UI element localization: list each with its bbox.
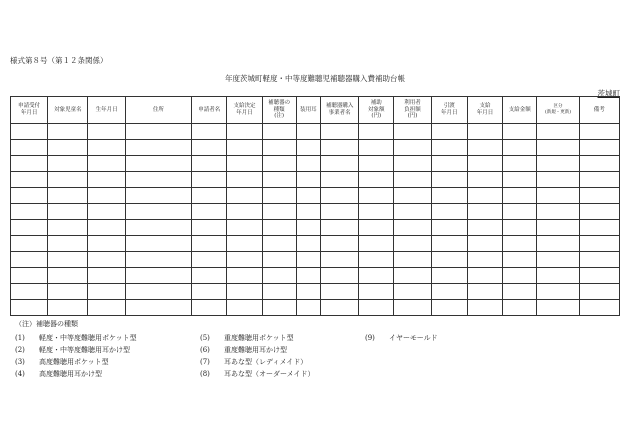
table-row xyxy=(11,252,620,268)
table-cell[interactable] xyxy=(227,220,262,236)
notes-heading: （注）補聴器の種類 xyxy=(15,320,78,328)
table-cell[interactable] xyxy=(537,284,579,300)
table-cell[interactable] xyxy=(88,220,125,236)
table-cell[interactable] xyxy=(320,252,358,268)
table-cell[interactable] xyxy=(262,284,296,300)
table-cell[interactable] xyxy=(262,204,296,220)
table-cell[interactable] xyxy=(192,284,227,300)
table-cell[interactable] xyxy=(579,236,619,252)
note-number: (7) xyxy=(200,358,210,366)
table-cell[interactable] xyxy=(125,140,191,156)
table-cell[interactable] xyxy=(192,188,227,204)
note-number: (8) xyxy=(200,370,210,378)
table-cell[interactable] xyxy=(48,156,88,172)
table-cell[interactable] xyxy=(467,284,502,300)
table-cell[interactable] xyxy=(296,156,320,172)
table-cell[interactable] xyxy=(579,300,619,316)
table-cell[interactable] xyxy=(503,140,537,156)
table-cell[interactable] xyxy=(227,188,262,204)
note-item xyxy=(200,371,315,378)
table-cell[interactable] xyxy=(48,172,88,188)
table-cell[interactable] xyxy=(192,236,227,252)
table-cell[interactable] xyxy=(296,284,320,300)
table-cell[interactable] xyxy=(467,220,502,236)
table-cell[interactable] xyxy=(394,140,431,156)
table-cell[interactable] xyxy=(262,188,296,204)
table-cell[interactable] xyxy=(227,156,262,172)
table-cell[interactable] xyxy=(48,268,88,284)
table-cell[interactable] xyxy=(320,188,358,204)
table-cell[interactable] xyxy=(11,252,48,268)
note-number: (6) xyxy=(200,346,210,354)
table-cell[interactable] xyxy=(262,140,296,156)
table-cell[interactable] xyxy=(467,172,502,188)
table-cell[interactable] xyxy=(296,236,320,252)
note-item xyxy=(200,359,307,366)
table-cell[interactable] xyxy=(48,124,88,140)
table-cell[interactable] xyxy=(431,268,467,284)
table-cell[interactable] xyxy=(48,188,88,204)
table-cell[interactable] xyxy=(296,124,320,140)
table-cell[interactable] xyxy=(537,300,579,316)
table-cell[interactable] xyxy=(11,172,48,188)
table-cell[interactable] xyxy=(394,124,431,140)
note-number: (1) xyxy=(15,334,25,342)
table-cell[interactable] xyxy=(192,300,227,316)
table-cell[interactable] xyxy=(431,172,467,188)
table-row xyxy=(11,140,620,156)
col-birth-date: 生年月日 xyxy=(88,97,125,124)
table-cell[interactable] xyxy=(320,284,358,300)
table-cell[interactable] xyxy=(359,172,394,188)
note-item xyxy=(15,347,130,354)
table-cell[interactable] xyxy=(262,252,296,268)
table-cell[interactable] xyxy=(88,124,125,140)
table-cell[interactable] xyxy=(359,252,394,268)
note-item xyxy=(365,335,438,342)
table-cell[interactable] xyxy=(88,236,125,252)
note-item xyxy=(200,347,287,354)
table-cell[interactable] xyxy=(192,140,227,156)
table-cell[interactable] xyxy=(467,268,502,284)
table-cell[interactable] xyxy=(296,252,320,268)
col-hearing-aid-type: 補聴器の 種類 (注) xyxy=(262,97,296,124)
table-cell[interactable] xyxy=(192,204,227,220)
table-cell[interactable] xyxy=(359,204,394,220)
table-cell[interactable] xyxy=(227,140,262,156)
note-text: 高度難聴用ポケット型 xyxy=(39,358,109,366)
table-cell[interactable] xyxy=(262,236,296,252)
col-address: 住所 xyxy=(125,97,191,124)
table-cell[interactable] xyxy=(48,236,88,252)
note-item xyxy=(15,371,102,378)
table-cell[interactable] xyxy=(262,172,296,188)
table-cell[interactable] xyxy=(467,204,502,220)
col-payment-amount: 支給金額 xyxy=(503,97,537,124)
table-cell[interactable] xyxy=(296,188,320,204)
table-cell[interactable] xyxy=(394,188,431,204)
note-number: (3) xyxy=(15,358,25,366)
table-cell[interactable] xyxy=(467,236,502,252)
document-title: 年度茨城町軽度・中等度難聴児補聴器購入費補助台帳 xyxy=(225,74,405,83)
table-cell[interactable] xyxy=(125,172,191,188)
note-number: (9) xyxy=(365,334,375,342)
col-applicant-name: 申請者名 xyxy=(192,97,227,124)
note-text: 高度難聴用耳かけ型 xyxy=(39,370,102,378)
table-cell[interactable] xyxy=(359,220,394,236)
table-cell[interactable] xyxy=(227,124,262,140)
table-cell[interactable] xyxy=(192,156,227,172)
table-cell[interactable] xyxy=(11,140,48,156)
col-ear: 装用耳 xyxy=(296,97,320,124)
table-cell[interactable] xyxy=(537,156,579,172)
table-cell[interactable] xyxy=(88,172,125,188)
table-cell[interactable] xyxy=(467,124,502,140)
table-cell[interactable] xyxy=(320,236,358,252)
table-cell[interactable] xyxy=(125,284,191,300)
table-cell[interactable] xyxy=(503,268,537,284)
note-item xyxy=(15,359,109,366)
table-cell[interactable] xyxy=(125,300,191,316)
table-cell[interactable] xyxy=(262,300,296,316)
table-row xyxy=(11,188,620,204)
table-row xyxy=(11,124,620,140)
note-number: (5) xyxy=(200,334,210,342)
note-number: (4) xyxy=(15,370,25,378)
table-cell[interactable] xyxy=(192,220,227,236)
table-cell[interactable] xyxy=(88,252,125,268)
table-cell[interactable] xyxy=(320,124,358,140)
table-cell[interactable] xyxy=(192,268,227,284)
table-cell[interactable] xyxy=(262,220,296,236)
table-cell[interactable] xyxy=(11,188,48,204)
table-cell[interactable] xyxy=(320,268,358,284)
table-cell[interactable] xyxy=(320,172,358,188)
table-cell[interactable] xyxy=(192,124,227,140)
table-cell[interactable] xyxy=(431,188,467,204)
table-cell[interactable] xyxy=(467,140,502,156)
col-delivery-date: 引渡 年月日 xyxy=(431,97,467,124)
table-cell[interactable] xyxy=(503,284,537,300)
table-cell[interactable] xyxy=(296,140,320,156)
note-item xyxy=(200,335,294,342)
table-cell[interactable] xyxy=(48,220,88,236)
table-cell[interactable] xyxy=(579,172,619,188)
table-cell[interactable] xyxy=(579,284,619,300)
table-cell[interactable] xyxy=(579,220,619,236)
table-cell[interactable] xyxy=(320,204,358,220)
table-cell[interactable] xyxy=(394,204,431,220)
table-cell[interactable] xyxy=(503,252,537,268)
table-cell[interactable] xyxy=(296,172,320,188)
table-cell[interactable] xyxy=(125,188,191,204)
table-row xyxy=(11,300,620,316)
col-category: 区分 (新規・更新) xyxy=(537,97,579,124)
table-cell[interactable] xyxy=(227,268,262,284)
table-cell[interactable] xyxy=(88,156,125,172)
table-cell[interactable] xyxy=(88,300,125,316)
table-cell[interactable] xyxy=(320,156,358,172)
table-cell[interactable] xyxy=(579,268,619,284)
table-cell[interactable] xyxy=(503,300,537,316)
table-cell[interactable] xyxy=(296,268,320,284)
table-cell[interactable] xyxy=(394,236,431,252)
table-cell[interactable] xyxy=(431,300,467,316)
col-remarks: 備考 xyxy=(579,97,619,124)
table-cell[interactable] xyxy=(537,140,579,156)
table-cell[interactable] xyxy=(537,268,579,284)
table-cell[interactable] xyxy=(579,124,619,140)
col-user-burden: 利用者 負担額 (円) xyxy=(394,97,431,124)
table-body xyxy=(11,124,620,316)
table-cell[interactable] xyxy=(296,204,320,220)
table-cell[interactable] xyxy=(88,188,125,204)
table-cell[interactable] xyxy=(394,252,431,268)
note-text: イヤーモールド xyxy=(389,334,438,342)
table-cell[interactable] xyxy=(48,284,88,300)
table-cell[interactable] xyxy=(467,252,502,268)
table-header-row xyxy=(11,97,620,124)
table-cell[interactable] xyxy=(394,300,431,316)
table-cell[interactable] xyxy=(394,172,431,188)
table-cell[interactable] xyxy=(431,204,467,220)
table-cell[interactable] xyxy=(227,172,262,188)
table-cell[interactable] xyxy=(48,140,88,156)
table-cell[interactable] xyxy=(503,220,537,236)
col-eligible-amount: 補助 対象額 (円) xyxy=(359,97,394,124)
table-cell[interactable] xyxy=(394,156,431,172)
table-cell[interactable] xyxy=(320,300,358,316)
table-cell[interactable] xyxy=(125,156,191,172)
col-vendor-name: 補聴器購入 事業者名 xyxy=(320,97,358,124)
table-cell[interactable] xyxy=(537,188,579,204)
table-cell[interactable] xyxy=(11,124,48,140)
table-cell[interactable] xyxy=(537,204,579,220)
table-cell[interactable] xyxy=(262,156,296,172)
table-cell[interactable] xyxy=(503,236,537,252)
table-cell[interactable] xyxy=(296,220,320,236)
table-cell[interactable] xyxy=(359,284,394,300)
table-cell[interactable] xyxy=(503,172,537,188)
table-cell[interactable] xyxy=(262,124,296,140)
table-cell[interactable] xyxy=(394,284,431,300)
table-cell[interactable] xyxy=(394,220,431,236)
table-cell[interactable] xyxy=(537,172,579,188)
table-cell[interactable] xyxy=(431,236,467,252)
col-application-date: 申請受付 年月日 xyxy=(11,97,48,124)
municipality-label: 茨城町 xyxy=(597,89,620,98)
col-child-name: 対象児童名 xyxy=(48,97,88,124)
table-cell[interactable] xyxy=(48,204,88,220)
subsidy-ledger-table xyxy=(10,96,620,316)
note-text: 軽度・中等度難聴用耳かけ型 xyxy=(39,346,130,354)
table-cell[interactable] xyxy=(359,188,394,204)
table-cell[interactable] xyxy=(88,268,125,284)
table-cell[interactable] xyxy=(320,220,358,236)
table-cell[interactable] xyxy=(394,268,431,284)
table-cell[interactable] xyxy=(192,172,227,188)
table-cell[interactable] xyxy=(431,140,467,156)
table-cell[interactable] xyxy=(320,140,358,156)
table-cell[interactable] xyxy=(537,220,579,236)
table-cell[interactable] xyxy=(467,188,502,204)
table-cell[interactable] xyxy=(227,236,262,252)
note-text: 耳あな型（オーダーメイド） xyxy=(224,370,315,378)
table-cell[interactable] xyxy=(359,124,394,140)
table-cell[interactable] xyxy=(125,124,191,140)
table-cell[interactable] xyxy=(431,284,467,300)
table-cell[interactable] xyxy=(359,156,394,172)
table-cell[interactable] xyxy=(125,204,191,220)
table-cell[interactable] xyxy=(359,300,394,316)
table-cell[interactable] xyxy=(227,204,262,220)
table-cell[interactable] xyxy=(359,140,394,156)
table-cell[interactable] xyxy=(296,300,320,316)
table-row xyxy=(11,156,620,172)
table-cell[interactable] xyxy=(11,300,48,316)
table-cell[interactable] xyxy=(11,284,48,300)
table-cell[interactable] xyxy=(11,204,48,220)
table-cell[interactable] xyxy=(503,156,537,172)
table-cell[interactable] xyxy=(467,156,502,172)
table-row xyxy=(11,268,620,284)
table-cell[interactable] xyxy=(431,252,467,268)
note-number: (2) xyxy=(15,346,25,354)
table-row xyxy=(11,220,620,236)
table-cell[interactable] xyxy=(192,252,227,268)
table-cell[interactable] xyxy=(88,284,125,300)
table-cell[interactable] xyxy=(11,268,48,284)
table-cell[interactable] xyxy=(503,124,537,140)
form-number: 様式第８号（第１２条関係） xyxy=(10,56,108,65)
table-cell[interactable] xyxy=(125,268,191,284)
table-row xyxy=(11,284,620,300)
table-cell[interactable] xyxy=(262,268,296,284)
table-cell[interactable] xyxy=(359,236,394,252)
col-decision-date: 支給決定 年月日 xyxy=(227,97,262,124)
table-cell[interactable] xyxy=(227,252,262,268)
table-cell[interactable] xyxy=(467,300,502,316)
table-cell[interactable] xyxy=(48,252,88,268)
table-cell[interactable] xyxy=(125,220,191,236)
table-cell[interactable] xyxy=(431,156,467,172)
table-row xyxy=(11,236,620,252)
table-cell[interactable] xyxy=(503,204,537,220)
table-cell[interactable] xyxy=(431,220,467,236)
table-cell[interactable] xyxy=(579,140,619,156)
table-cell[interactable] xyxy=(227,300,262,316)
note-text: 耳あな型（レディメイド） xyxy=(224,358,308,366)
note-item xyxy=(15,335,137,342)
table-cell[interactable] xyxy=(48,300,88,316)
table-cell[interactable] xyxy=(579,252,619,268)
col-payment-date: 支給 年月日 xyxy=(467,97,502,124)
table-cell[interactable] xyxy=(359,268,394,284)
table-cell[interactable] xyxy=(431,124,467,140)
table-cell[interactable] xyxy=(227,284,262,300)
table-cell[interactable] xyxy=(11,220,48,236)
table-row xyxy=(11,204,620,220)
table-cell[interactable] xyxy=(11,156,48,172)
note-text: 重度難聴用耳かけ型 xyxy=(224,346,287,354)
table-cell[interactable] xyxy=(579,188,619,204)
table-cell[interactable] xyxy=(11,236,48,252)
table-cell[interactable] xyxy=(88,140,125,156)
table-cell[interactable] xyxy=(579,204,619,220)
table-cell[interactable] xyxy=(125,252,191,268)
table-cell[interactable] xyxy=(537,252,579,268)
table-cell[interactable] xyxy=(125,236,191,252)
note-text: 軽度・中等度難聴用ポケット型 xyxy=(39,334,137,342)
table-cell[interactable] xyxy=(537,124,579,140)
table-cell[interactable] xyxy=(88,204,125,220)
table-cell[interactable] xyxy=(579,156,619,172)
table-cell[interactable] xyxy=(503,188,537,204)
note-text: 重度難聴用ポケット型 xyxy=(224,334,294,342)
table-row xyxy=(11,172,620,188)
table-cell[interactable] xyxy=(537,236,579,252)
